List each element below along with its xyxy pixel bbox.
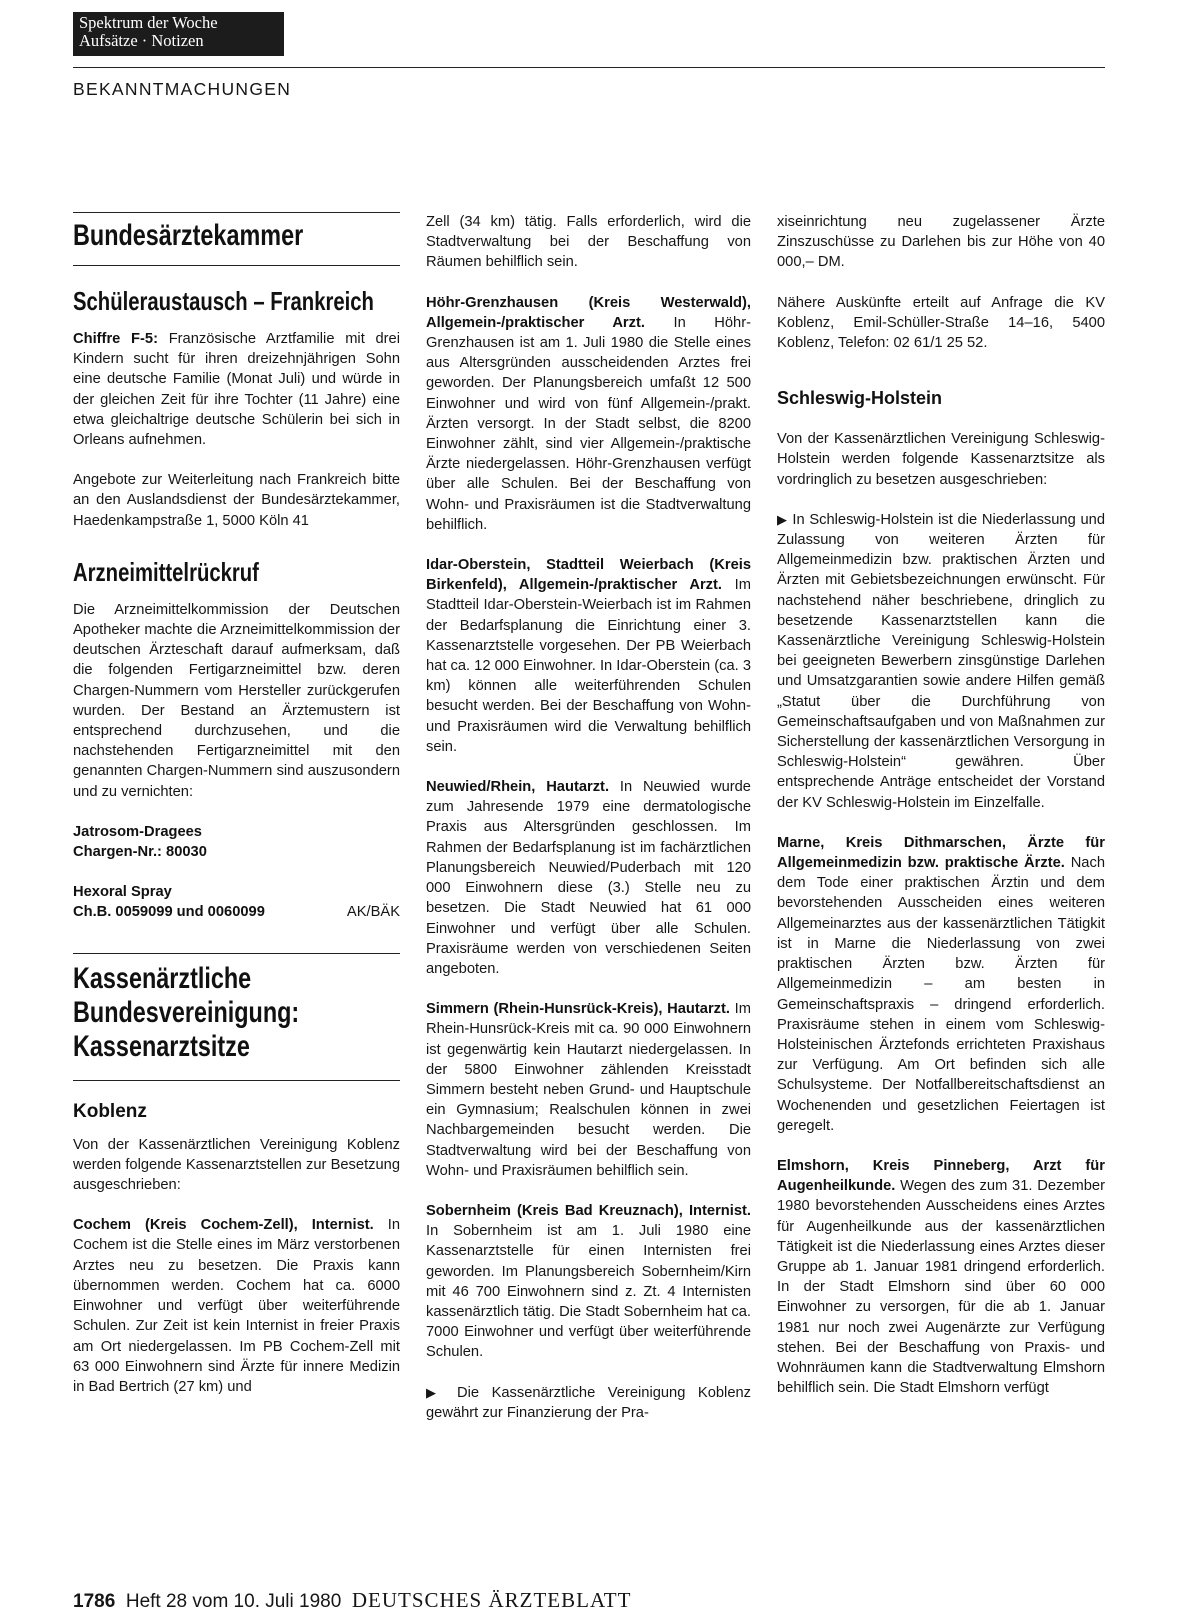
drug-batch: Chargen-Nr.: 80030 bbox=[73, 844, 207, 861]
heading-line: Kassenarztsitze bbox=[73, 1029, 250, 1063]
paragraph-lead: Chiffre F-5: bbox=[73, 331, 158, 347]
journal-name: DEUTSCHES ÄRZTEBLATT bbox=[351, 1588, 632, 1612]
paragraph-lead: Cochem (Kreis Cochem-Zell), Internist. bbox=[73, 1217, 374, 1234]
paragraph-lead: Simmern (Rhein-Hunsrück-Kreis), Hautarzt. bbox=[426, 1001, 730, 1018]
journal-section-badge bbox=[73, 12, 284, 56]
paragraph: Angebote zur Weiterleitung nach Frankreich bitte an den Auslandsdienst der Bundesärztekammer, Haedenkampstraße 1, 5000 Köln 41 bbox=[73, 472, 400, 529]
paragraph-text: In Höhr-Grenzhausen ist am 1. Juli 1980 die Stelle eines aus Altersgründen ausscheidenden Arztes frei geworden. Der Planungsbereich umfaßt 12 500 Einwohner und wird von fünf Allgemein-/prakt. Ärzten versorgt. In der Stadt selbst, die 8200 Einwohner zählt, sind vier Allgemein-/praktische Ärzte niedergelassen. Höhr-Grenzhausen verfügt über alle Schulen. Bei der Beschaffung von Wohn- und Praxisräumen ist die Stadtverwaltung behilflich. bbox=[426, 314, 751, 533]
heading-line: Bundesvereinigung: bbox=[73, 995, 300, 1029]
drug-entry bbox=[73, 822, 400, 862]
paragraph-text: Die Kassenärztliche Vereinigung Koblenz gewährt zur Finanzierung der Pra- bbox=[426, 1384, 752, 1421]
paragraph-text: In Sobernheim ist am 1. Juli 1980 eine Kassenarztstelle für einen Internisten frei geworden. Im Planungsbereich Sobernheim/Kirn mit 46 700 Einwohnern sind z. Zt. 4 Internisten kassenärztlich tätig. Die Stadt Sobernheim hat ca. 7000 Einwohner und verfügt über weiterführende Schulen. bbox=[426, 1223, 751, 1361]
paragraph-lead: Elmshorn, Kreis Pinneberg, Arzt für Augenheilkunde. bbox=[777, 1157, 1105, 1195]
paragraph bbox=[777, 510, 1105, 813]
drug-entry bbox=[73, 882, 400, 922]
heading-bundesaerztekammer: Bundesärztekammer bbox=[73, 219, 304, 252]
heading-line: Kassenärztliche bbox=[73, 961, 252, 995]
heading-schueleraustausch: Schüleraustausch – Frankreich bbox=[73, 286, 374, 316]
paragraph: Von der Kassenärztlichen Vereinigung Koblenz werden folgende Kassenarztstellen zur Besetzung ausgeschrieben: bbox=[73, 1136, 400, 1194]
paragraph-text: Im Rhein-Hunsrück-Kreis mit ca. 90 000 Einwohnern ist gegenwärtig kein Hautarzt niedergelassen. In der 5800 Einwohner zählenden Kreisstadt Simmern besteht neben Grund- und Hauptschule ein Gymnasium; Realschulen können in zwei Nachbargemeinden besucht werden. Die Stadtverwaltung wird bei der Beschaffung von Wohn- und Praxisräumen behilflich sein. bbox=[426, 1001, 751, 1179]
paragraph-text: In Neuwied wurde zum Jahresende 1979 eine dermatologische Praxis aus Altersgründen geschlossen. Im Rahmen der Bedarfsplanung ist im fachärztlichen Planungsbereich Neuwied/Puderbach mit 120 000 Einwohnern diese (3.) Stelle neu zu besetzen. Die Stadt Neuwied hat 61 000 Einwohner und verfügt über alle Schulen. Praxisräume werden von verschiedenen Seiten angeboten. bbox=[426, 779, 751, 977]
page-number: 1786 bbox=[73, 1591, 116, 1612]
column-2 bbox=[426, 212, 751, 1423]
triangle-bullet-icon: ▶ bbox=[777, 511, 788, 527]
paragraph bbox=[73, 1215, 400, 1397]
paragraph-lead: Marne, Kreis Dithmarschen, Ärzte für Allgemeinmedizin bzw. praktische Ärzte. bbox=[777, 834, 1105, 872]
paragraph-lead: Neuwied/Rhein, Hautarzt. bbox=[426, 779, 610, 796]
column-3 bbox=[777, 212, 1105, 1398]
paragraph-text: Wegen des zum 31. Dezember 1980 bevorstehenden Ausscheidens eines Arztes für Augenheilkunde aus der kassenärztlichen Tätigkeit ist die Niederlassung eines Arztes dieser Gruppe ab 1. Januar 1981 dringend erforderlich. In der Stadt Elmshorn sind über 60 000 Einwohner zu versorgen, für die ab 1. Januar 1981 nur noch zwei Augenärzte zur Verfügung stehen. Bei der Beschaffung von Praxis- und Wohnräumen kann die Stadtverwaltung Elmshorn behilflich sein. Die Stadt Elmshorn verfügt bbox=[777, 1178, 1105, 1397]
paragraph-lead: Idar-Oberstein, Stadtteil Weierbach (Kreis Birkenfeld), Allgemein-/praktischer Arzt. bbox=[426, 557, 751, 594]
paragraph bbox=[777, 833, 1105, 1136]
column-1 bbox=[73, 212, 400, 1397]
paragraph: Nähere Auskünfte erteilt auf Anfrage die KV Koblenz, Emil-Schüller-Straße 14–16, 5400 Koblenz, Telefon: 02 61/1 25 52. bbox=[777, 294, 1105, 352]
paragraph: Die Arzneimittelkommission der Deutschen Apotheker machte die Arzneimittelkommission der deutschen Ärzteschaft darauf aufmerksam, daß die folgenden Fertigarzneimittel bzw. deren Chargen-Nummern vom Hersteller zurückgerufen wurden. Der Bestand an Ärztemustern ist entsprechend durchzusehen, und die nachstehenden Fertigarzneimittel mit den genannten Chargen-Nummern sind auszusondern und zu vernichten: bbox=[73, 601, 400, 800]
rule bbox=[73, 265, 400, 266]
paragraph-text: Französische Arztfamilie mit drei Kindern sucht für ihren dreizehnjährigen Sohn eine deutsche Familie (Monat Juli) und würde in der gleichen Zeit für ihre Tochter (11 Jahre) eine etwa gleichaltrige deutsche Schülerin bei sich in Orleans aufnehmen. bbox=[73, 331, 400, 449]
heading-koblenz: Koblenz bbox=[73, 1100, 147, 1122]
paragraph bbox=[426, 293, 751, 535]
paragraph-lead: Sobernheim (Kreis Bad Kreuznach), Internist. bbox=[426, 1202, 751, 1219]
heading-arzneimittelrueckruf: Arzneimittelrückruf bbox=[73, 556, 259, 587]
paragraph bbox=[426, 1383, 751, 1423]
section-label: BEKANNTMACHUNGEN bbox=[73, 79, 292, 99]
rule bbox=[73, 953, 400, 954]
paragraph bbox=[777, 1156, 1105, 1398]
paragraph-text: In Cochem ist die Stelle eines im März verstorbenen Arztes neu zu besetzen. Die Praxis kann übernommen werden. Cochem hat ca. 6000 Einwohner und verfügt über weiterführende Schulen. Zur Zeit ist kein Internist in freier Praxis am Ort niedergelassen. Im PB Cochem-Zell mit 63 000 Einwohnern sind Ärzte für innere Medizin in Bad Bertrich (27 km) und bbox=[73, 1217, 400, 1395]
heading-schleswig-holstein: Schleswig-Holstein bbox=[777, 388, 943, 409]
heading-kassenaerztliche-bundesvereinigung bbox=[73, 962, 400, 1064]
drug-batch: Ch.B. 0059099 und 0060099 bbox=[73, 904, 265, 921]
paragraph bbox=[73, 329, 400, 450]
paragraph: xiseinrichtung neu zugelassener Ärzte Zinszuschüsse zu Darlehen bis zur Höhe von 40 000,– DM. bbox=[777, 214, 1105, 271]
paragraph bbox=[426, 777, 751, 979]
badge-line-1: Spektrum der Woche bbox=[79, 13, 218, 32]
badge-line-2: Aufsätze · Notizen bbox=[79, 31, 204, 50]
rule bbox=[73, 1080, 400, 1081]
drug-name: Jatrosom-Dragees bbox=[73, 823, 202, 840]
paragraph bbox=[426, 999, 751, 1181]
page-footer bbox=[73, 1588, 631, 1613]
paragraph-text: In Schleswig-Holstein ist die Niederlassung und Zulassung von weiteren Ärzten für Allgemeinmedizin bzw. praktischen Ärzten und Ärzten mit Gebietsbezeichnungen erwünscht. Für nachstehend näher beschriebene, dringlich zu besetzende Kassenarztstellen kann die Kassenärztliche Vereinigung Schleswig-Holstein bei geeigneten Bewerbern zinsgünstige Darlehen und Umsatzgarantien sowie andere Hilfen gemäß „Statut über die Durchführung von Gemeinschaftsaufgaben und von Maßnahmen zur Sicherstellung der kassenärztlichen Versorgung in Schleswig-Holstein“ gewähren. Über entsprechende Anträge entscheidet der Vorstand der KV Schleswig-Holstein im Einzelfalle. bbox=[777, 511, 1105, 811]
issue-info: Heft 28 vom 10. Juli 1980 bbox=[125, 1591, 342, 1612]
drug-name: Hexoral Spray bbox=[73, 884, 172, 901]
paragraph: Zell (34 km) tätig. Falls erforderlich, wird die Stadtverwaltung bei der Beschaffung von Räumen behilflich sein. bbox=[426, 214, 751, 271]
triangle-bullet-icon: ▶ bbox=[426, 1384, 445, 1400]
header-rule bbox=[73, 67, 1105, 68]
paragraph-lead: Höhr-Grenzhausen (Kreis Westerwald), Allgemein-/praktischer Arzt. bbox=[426, 294, 751, 331]
signature: AK/BÄK bbox=[346, 904, 400, 921]
paragraph-text: Nach dem Tode einer praktischen Ärztin und dem bevorstehenden Ausscheiden eines weiteren Allgemeinarztes aus der kassenärztlichen Tätigkit ist in Marne die Niederlassung von zwei praktischen Ärzten bzw. Ärzten für Allgemeinmedizin – am besten in Gemeinschaftspraxis – dringend erforderlich. Praxisräume stehen in einem vom Schleswig-Holsteinischen Ärztefonds errichteten Praxishaus zur Verfügung. Am Ort befinden sich alle Schulsysteme. Der Notfallbereitschaftsdienst an Wochenenden und gesetzlichen Feiertagen ist geregelt. bbox=[777, 855, 1105, 1134]
rule bbox=[73, 212, 400, 213]
paragraph: Von der Kassenärztlichen Vereinigung Schleswig-Holstein werden folgende Kassenarztsitze als vordringlich zu besetzen ausgeschrieben: bbox=[777, 431, 1105, 488]
paragraph bbox=[426, 555, 751, 757]
paragraph-text: Im Stadtteil Idar-Oberstein-Weierbach ist im Rahmen der Bedarfsplanung die Einrichtung einer 3. Kassenarztstelle vorgesehen. Der PB Weierbach hat ca. 12 000 Einwohner. In Idar-Oberstein (ca. 3 km) können alle weiterführenden Schulen besucht werden. Bei der Beschaffung von Wohn- und Praxisräumen wird die Verwaltung behilflich sein. bbox=[426, 577, 751, 755]
paragraph bbox=[426, 1201, 751, 1363]
